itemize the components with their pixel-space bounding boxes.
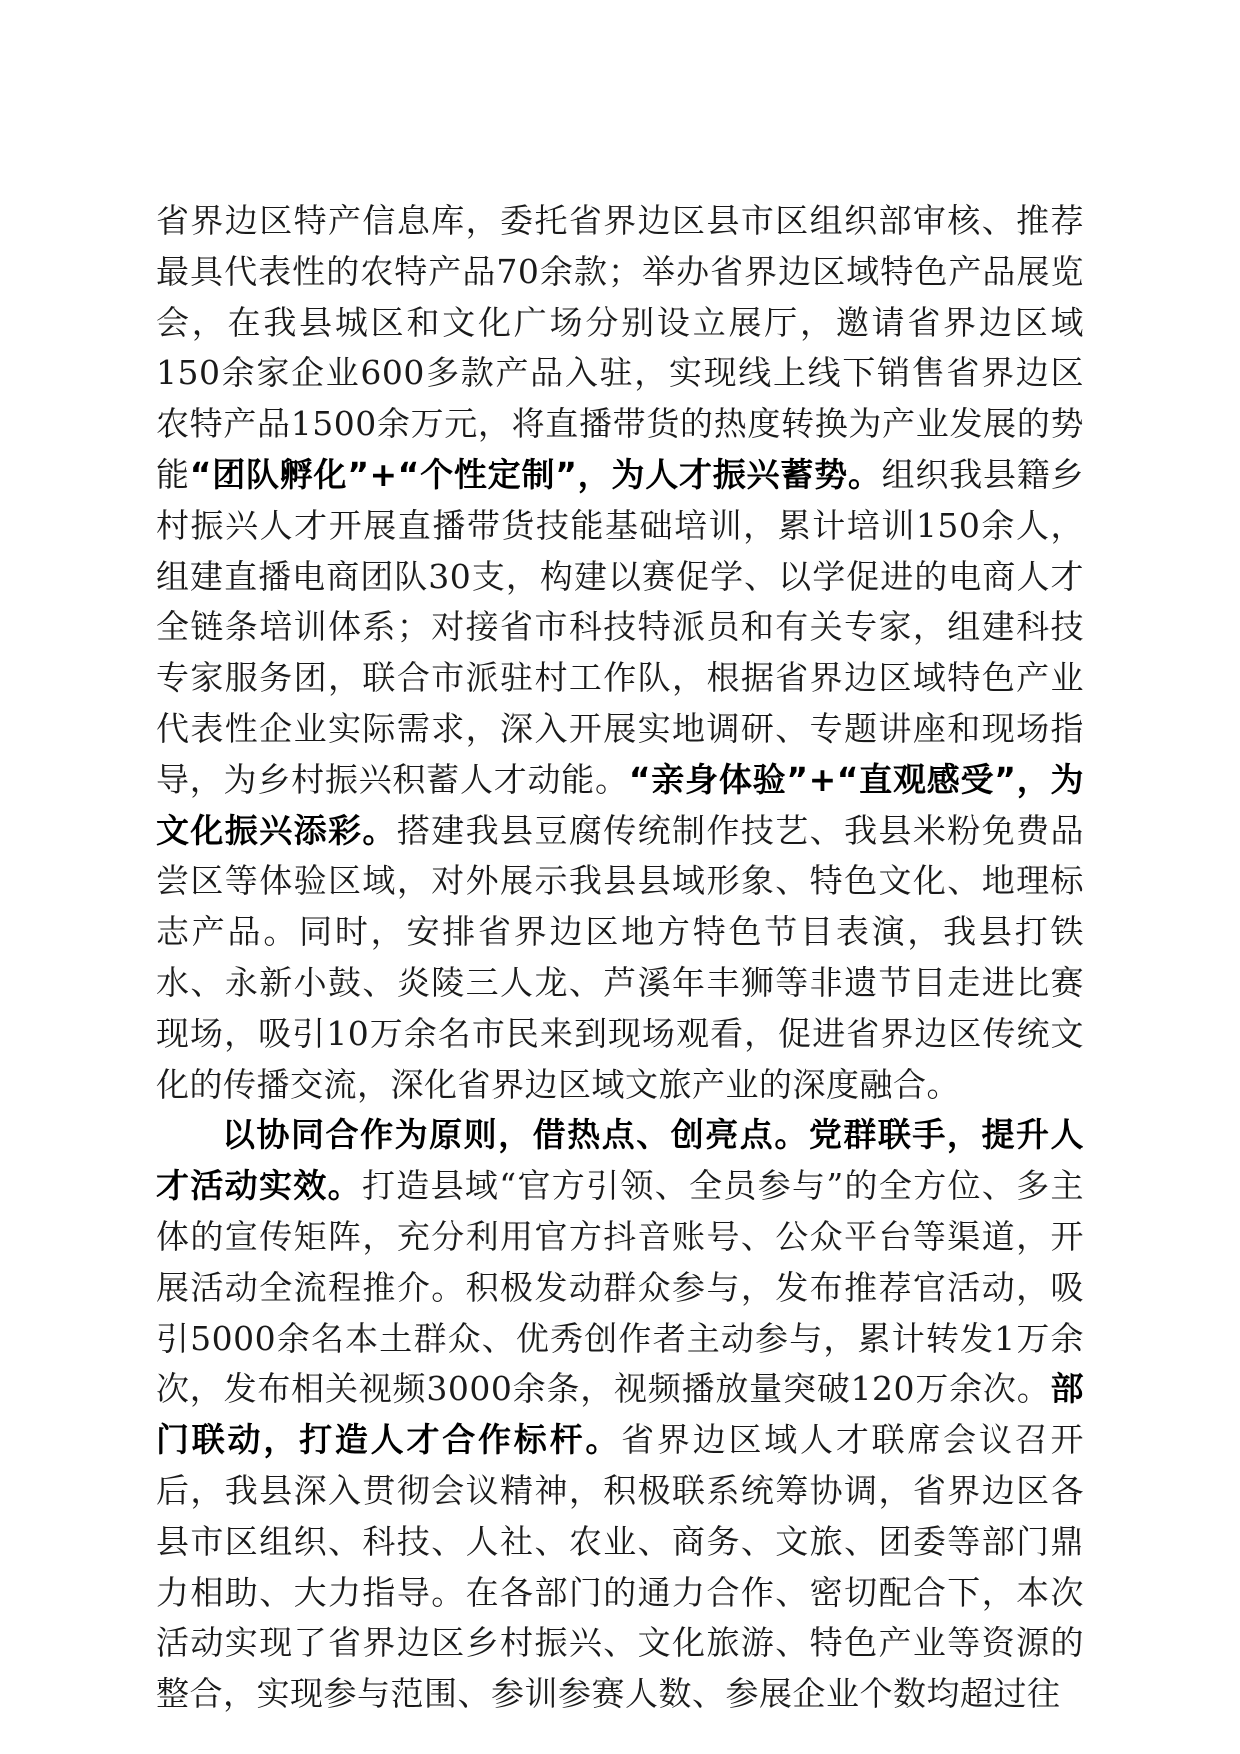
bold-heading-talent: “团队孵化”+“个性定制”，为人才振兴蓄势。 xyxy=(189,454,882,494)
body-text-segment: 搭建我县豆腐传统制作技艺、我县米粉免费品尝区等体验区域，对外展示我县县域形象、特色文化、地理标志产品。同时，安排省界边区地方特色节目表演，我县打铁水、永新小鼓、炎陵三人龙、芦溪年丰狮等非遗节目走进比赛现场，吸引10万余名市民来到现场观看，促进省界边区传统文化的传播交流，深化省界边区域文旅产业的深度融合。 xyxy=(156,810,1085,1104)
body-text-segment: 省界边区域人才联席会议召开后，我县深入贯彻会议精神，积极联系统筹协调，省界边区各县市区组织、科技、人社、农业、商务、文旅、团委等部门鼎力相助、大力指导。在各部门的通力合作、密切配合下，本次活动实现了省界边区乡村振兴、文化旅游、特色产业等资源的整合，实现参与范围、参训参赛人数、参展企业个数均超过往 xyxy=(156,1420,1085,1714)
body-text-segment: 打造县域“官方引领、全员参与”的全方位、多主体的宣传矩阵，充分利用官方抖音账号、公众平台等渠道，开展活动全流程推介。积极发动群众参与，发布推荐官活动，吸引5000余名本土群众、优秀创作者主动参与，累计转发1万余次，发布相关视频3000余条，视频播放量突破120万余次。 xyxy=(156,1166,1084,1409)
bold-heading-departments: 部门联动，打造人才合作标杆。 xyxy=(156,1369,1084,1460)
bold-heading-culture: “亲身体验”+“直观感受”，为文化振兴添彩。 xyxy=(156,759,1085,850)
bold-heading-cooperation: 以协同合作为原则，借热点、创亮点。党群联手，提升人才活动实效。 xyxy=(156,1115,1084,1206)
document-body xyxy=(156,196,1084,1720)
paragraph-cooperation xyxy=(156,1110,1084,1720)
body-text-segment: 组织我县籍乡村振兴人才开展直播带货技能基础培训，累计培训150余人，组建直播电商团队30支，构建以赛促学、以学促进的电商人才全链条培训体系；对接省市科技特派员和有关专家，组建科技专家服务团，联合市派驻村工作队，根据省界边区域特色产业代表性企业实际需求，深入开展实地调研、专题讲座和现场指导，为乡村振兴积蓄人才动能。 xyxy=(156,454,1085,799)
body-text-segment: 省界边区特产信息库，委托省界边区县市区组织部审核、推荐最具代表性的农特产品70余款；举办省界边区域特色产品展览会，在我县城区和文化广场分别设立展厅，邀请省界边区域150余家企业600多款产品入驻，实现线上线下销售省界边区农特产品1500余万元，将直播带货的热度转换为产业发展的势能 xyxy=(156,201,1084,494)
paragraph-continuation xyxy=(156,196,1084,1110)
